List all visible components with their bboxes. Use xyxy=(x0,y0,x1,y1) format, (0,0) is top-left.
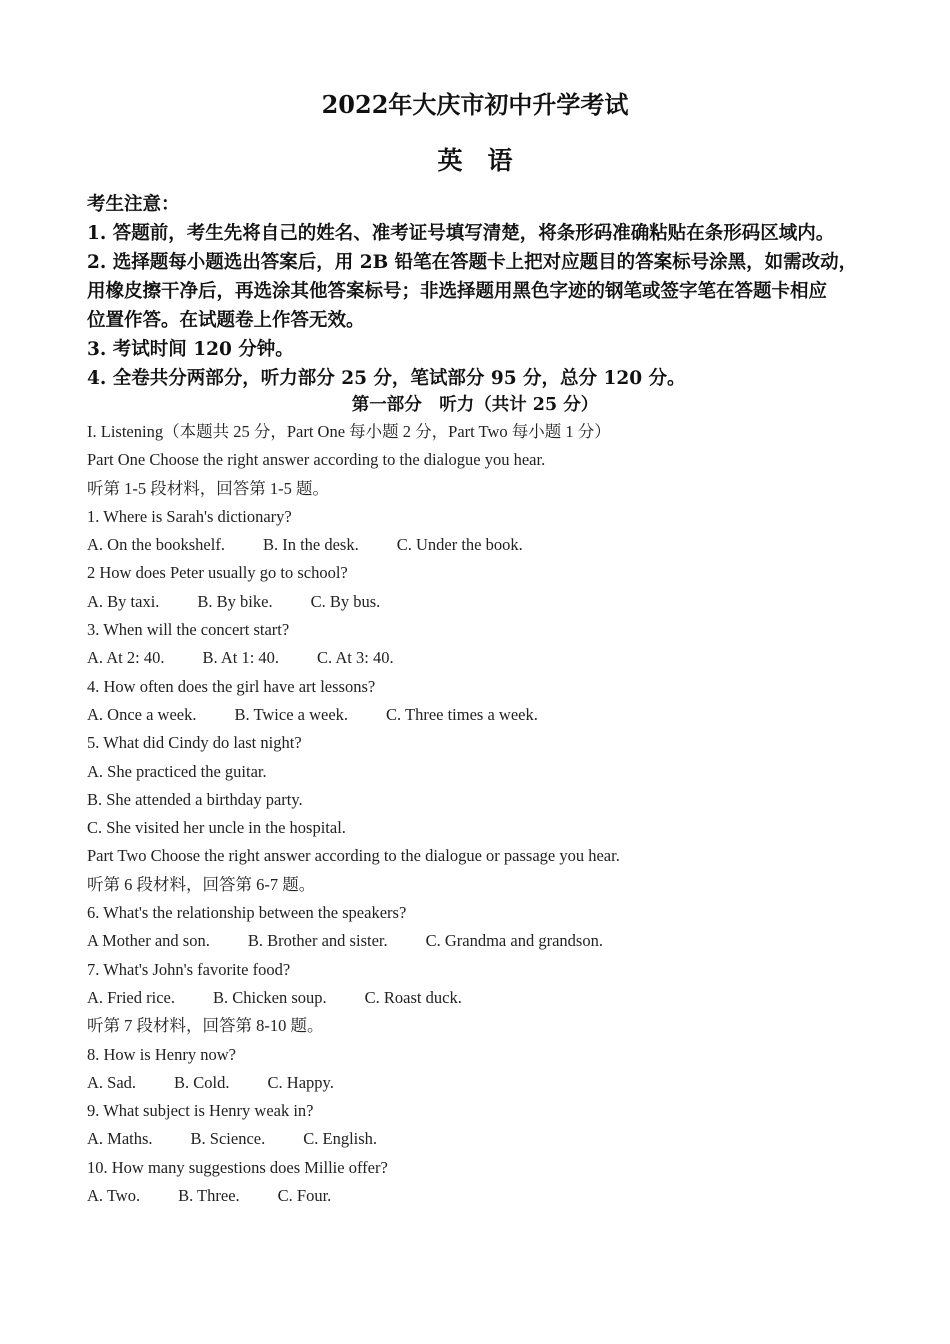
answer-option: B. Brother and sister. xyxy=(247,931,388,951)
line-text: I. Listening（本题共 25 分，Part One 每小题 2 分，Part Two 每小题 1 分） xyxy=(87,422,611,441)
answer-option: A. By taxi. xyxy=(87,591,160,611)
answer-option: B. Twice a week. xyxy=(234,704,349,724)
answer-option: A. At 2: 40. xyxy=(87,648,165,668)
answer-option: B. Cold. xyxy=(174,1072,230,1092)
question-text: 5. What did Cindy do last night? xyxy=(87,733,302,753)
instruction-line: 3. 考试时间 120 分钟。 xyxy=(87,339,294,360)
answer-option: A. Sad. xyxy=(87,1072,137,1092)
answer-option: C. Happy. xyxy=(267,1072,334,1092)
answer-option: A Mother and son. xyxy=(87,931,210,951)
answer-options xyxy=(87,531,887,559)
line-text: Part One Choose the right answer according to the dialogue you hear. xyxy=(87,450,546,470)
instruction-line: 4. 全卷共分两部分，听力部分 25 分，笔试部分 95 分，总分 120 分。 xyxy=(87,368,686,389)
answer-option: A. On the bookshelf. xyxy=(87,535,225,555)
line-text: 听第 1-5 段材料，回答第 1-5 题。 xyxy=(87,478,329,498)
answer-option: C. Four. xyxy=(277,1186,332,1206)
answer-option: B. In the desk. xyxy=(262,535,359,555)
answer-option: C. Under the book. xyxy=(396,535,523,555)
line-text: C. She visited her uncle in the hospital. xyxy=(87,818,346,838)
question-text: 8. How is Henry now? xyxy=(87,1044,236,1064)
question-text: 1. Where is Sarah's dictionary? xyxy=(87,506,292,526)
answer-option: B. By bike. xyxy=(197,591,273,611)
listening-section xyxy=(87,418,887,1210)
answer-option: C. At 3: 40. xyxy=(317,648,394,668)
answer-options xyxy=(87,701,887,729)
line-text: A. She practiced the guitar. xyxy=(87,761,267,781)
answer-option: A. Maths. xyxy=(87,1129,153,1149)
instruction-line: 2. 选择题每小题选出答案后，用 2B 铅笔在答题卡上把对应题目的答案标号涂黑，如需改动， xyxy=(87,252,858,273)
answer-options xyxy=(87,984,887,1012)
question-text: 3. When will the concert start? xyxy=(87,620,290,640)
answer-option: C. By bus. xyxy=(310,591,381,611)
answer-option: A. Two. xyxy=(87,1186,141,1206)
subject-title: 英 语 xyxy=(437,146,513,175)
line-text: B. She attended a birthday party. xyxy=(87,789,303,809)
answer-option: B. Science. xyxy=(190,1129,266,1149)
answer-options xyxy=(87,1069,887,1097)
answer-option: C. English. xyxy=(303,1129,378,1149)
answer-options xyxy=(87,1182,887,1210)
answer-options xyxy=(87,588,887,616)
answer-option: A. Once a week. xyxy=(87,704,197,724)
section-header: 第一部分 听力（共计 25 分） xyxy=(351,395,599,415)
question-text: 10. How many suggestions does Millie offer? xyxy=(87,1157,388,1177)
answer-options xyxy=(87,644,887,672)
answer-options xyxy=(87,1125,887,1153)
answer-option: A. Fried rice. xyxy=(87,987,175,1007)
answer-option: B. Chicken soup. xyxy=(212,987,327,1007)
answer-option: C. Three times a week. xyxy=(386,704,538,724)
line-text: Part Two Choose the right answer according to the dialogue or passage you hear. xyxy=(87,846,620,866)
answer-option: C. Grandma and grandson. xyxy=(425,931,603,951)
instructions-heading: 考生注意： xyxy=(87,194,180,215)
instruction-line: 1. 答题前，考生先将自己的姓名、准考证号填写清楚，将条形码准确粘贴在条形码区域内。 xyxy=(87,223,835,244)
question-text: 9. What subject is Henry weak in? xyxy=(87,1101,314,1121)
exam-instructions xyxy=(87,190,867,393)
instruction-line: 位置作答。在试题卷上作答无效。 xyxy=(87,310,365,331)
answer-option: C. Roast duck. xyxy=(364,987,462,1007)
answer-options xyxy=(87,927,887,955)
line-text: 听第 7 段材料，回答第 8-10 题。 xyxy=(87,1016,324,1036)
question-text: 2 How does Peter usually go to school? xyxy=(87,563,348,583)
answer-option: B. Three. xyxy=(178,1186,240,1206)
question-text: 7. What's John's favorite food? xyxy=(87,959,291,979)
exam-title: 2022年大庆市初中升学考试 xyxy=(321,90,629,119)
line-text: 听第 6 段材料，回答第 6-7 题。 xyxy=(87,874,316,894)
question-text: 6. What's the relationship between the speakers? xyxy=(87,903,407,923)
answer-option: B. At 1: 40. xyxy=(202,648,280,668)
question-text: 4. How often does the girl have art lessons? xyxy=(87,676,376,696)
instruction-line: 用橡皮擦干净后，再选涂其他答案标号；非选择题用黑色字迹的钢笔或签字笔在答题卡相应 xyxy=(87,281,828,302)
